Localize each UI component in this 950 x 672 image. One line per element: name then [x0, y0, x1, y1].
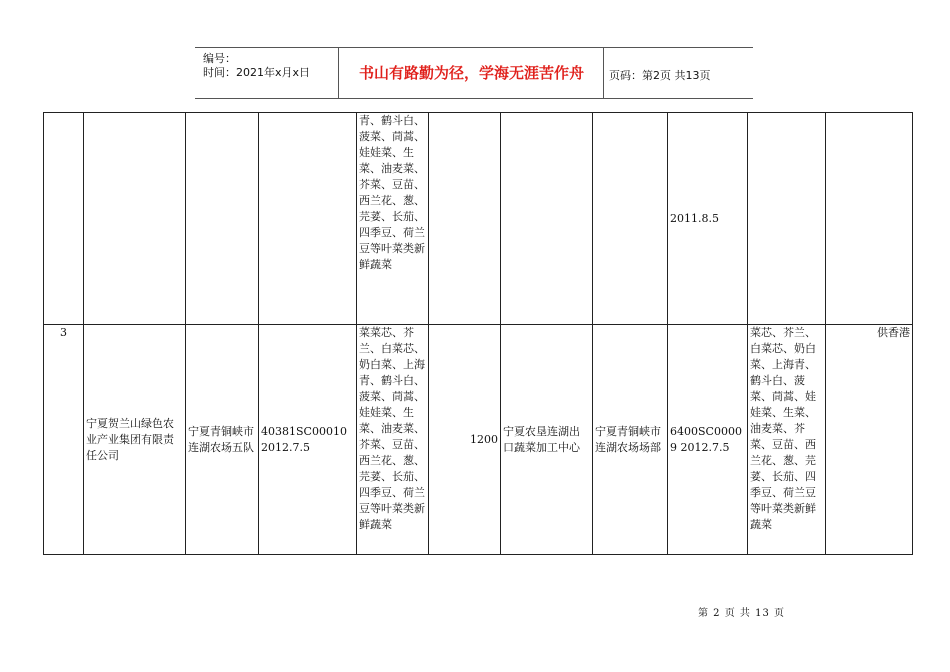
varieties-cell: 青、鹤斗白、菠菜、茼蒿、娃娃菜、生菜、油麦菜、芥菜、豆苗、西兰花、葱、芫荽、长茄、四季豆、荷兰豆等叶菜类新鲜蔬菜: [357, 113, 429, 325]
header-page-info: 页码：第2页 共13页: [609, 69, 711, 82]
company-cell: 宁夏贺兰山绿色农业产业集团有限责任公司: [84, 325, 186, 555]
base-location-cell: [186, 113, 259, 325]
table-row: [44, 325, 913, 555]
plant-cell: [501, 113, 593, 325]
page-footer: 第 2 页 共 13 页: [698, 608, 785, 619]
market-cell: 供香港: [826, 325, 913, 555]
header-left: [203, 52, 310, 80]
page-header: [195, 47, 753, 99]
base-cert-cell: [259, 113, 357, 325]
area-cell: 1200: [429, 325, 501, 555]
products-cell: 菜芯、芥兰、白菜芯、奶白菜、上海青、鹤斗白、菠菜、茼蒿、娃娃菜、生菜、油麦菜、芥菜、豆苗、西兰花、葱、芫荽、长茄、四季豆、荷兰豆等叶菜类新鲜蔬菜: [748, 325, 826, 555]
varieties-cell: 菜菜芯、芥兰、白菜芯、奶白菜、上海青、鹤斗白、菠菜、茼蒿、娃娃菜、生菜、油麦菜、芥菜、豆苗、西兰花、葱、芫荽、长茄、四季豆、荷兰豆等叶菜类新鲜蔬菜: [357, 325, 429, 555]
base-cert-cell: 40381SC00010 2012.7.5: [259, 325, 357, 555]
base-location-cell: 宁夏青铜峡市连湖农场五队: [186, 325, 259, 555]
plant-location-cell: 宁夏青铜峡市连湖农场场部: [593, 325, 668, 555]
area-cell: [429, 113, 501, 325]
plant-cert-cell: 6400SC00009 2012.7.5: [668, 325, 748, 555]
market-cell: [826, 113, 913, 325]
header-divider: [338, 48, 339, 98]
company-cell: [84, 113, 186, 325]
header-divider: [603, 48, 604, 98]
vegetable-base-table: [43, 112, 913, 555]
header-motto: 书山有路勤为径，学海无涯苦作舟: [358, 64, 584, 82]
products-cell: [748, 113, 826, 325]
date-line: 时间：2021年x月x日: [203, 66, 311, 79]
code-label: 编号：: [203, 52, 236, 65]
plant-cell: 宁夏农垦连湖出口蔬菜加工中心: [501, 325, 593, 555]
row-number: [44, 113, 84, 325]
table-row: [44, 113, 913, 325]
row-number: 3: [44, 325, 84, 555]
plant-location-cell: [593, 113, 668, 325]
plant-cert-cell: 2011.8.5: [668, 113, 748, 325]
